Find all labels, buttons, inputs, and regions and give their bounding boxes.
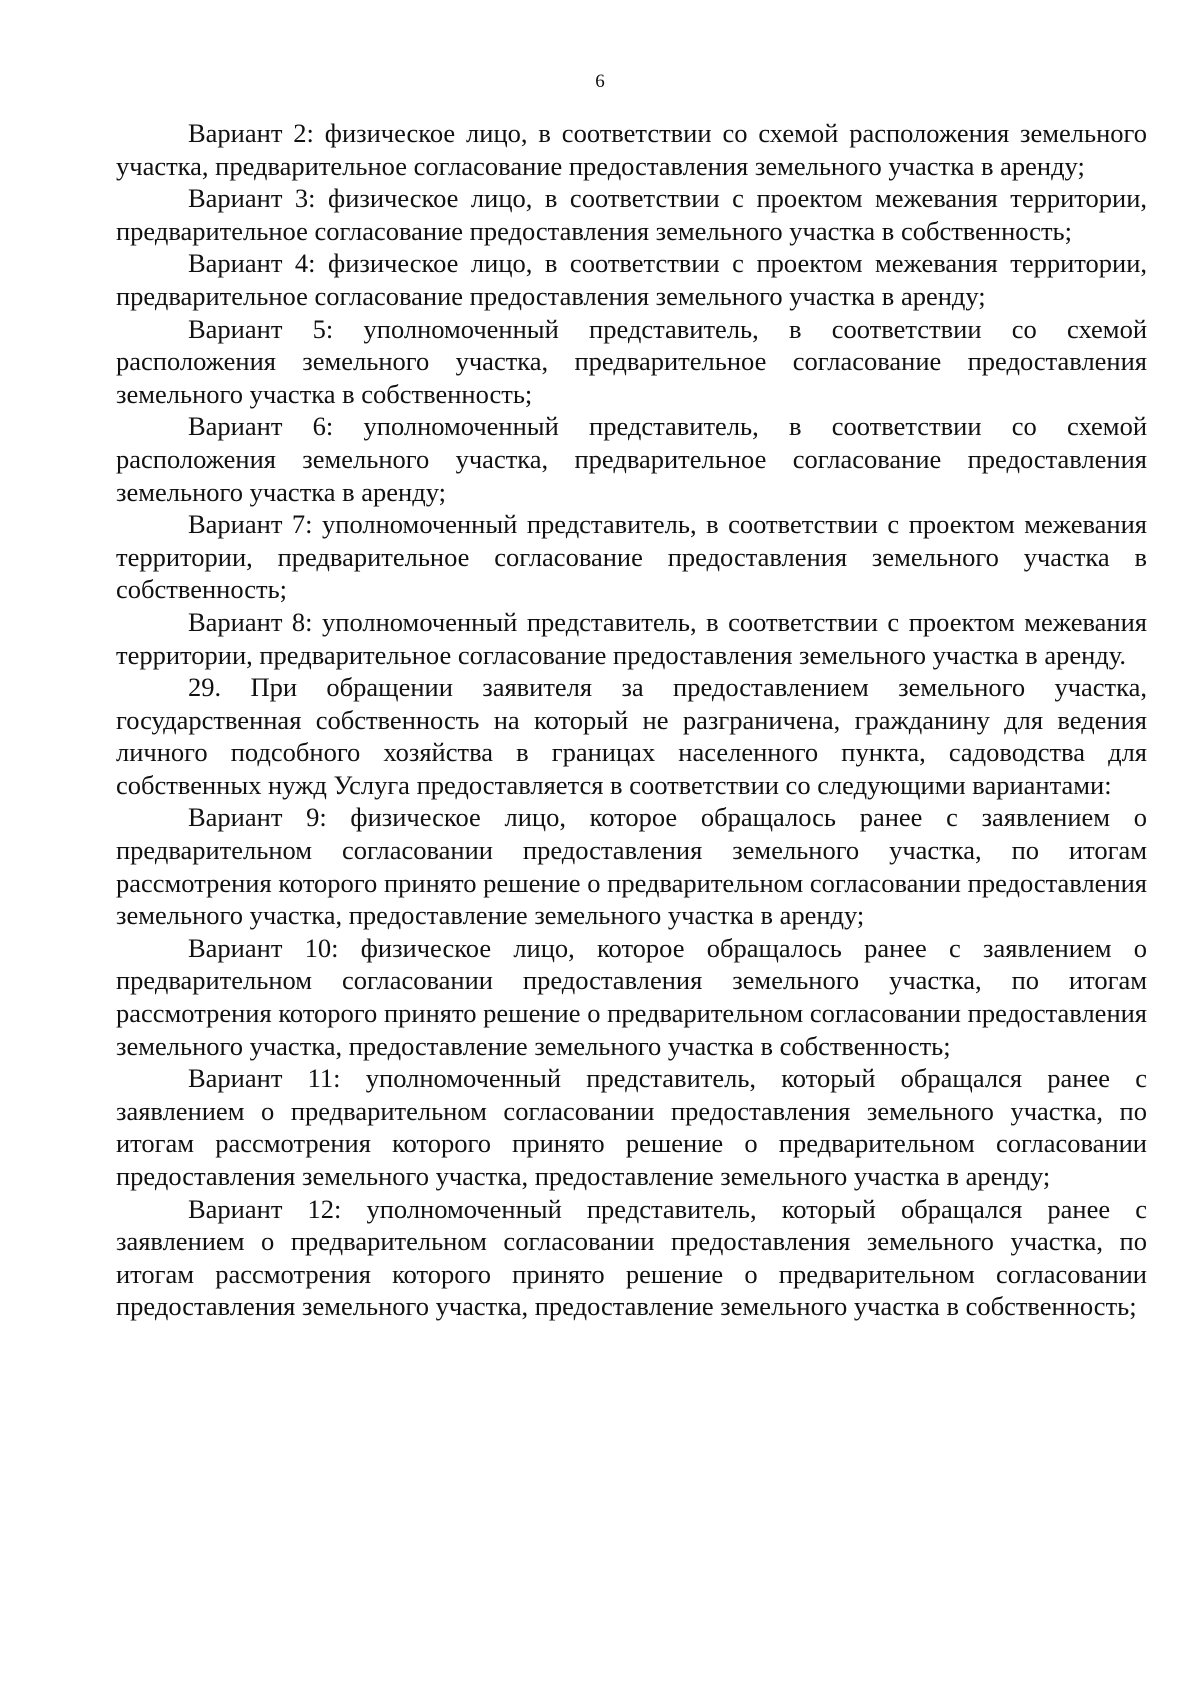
paragraph-variant-10: Вариант 10: физическое лицо, которое обращалось ранее с заявлением о предварительном согласовании предоставления земельного участка, по итогам рассмотрения которого принято решение о предварительном согласовании предоставления земельного участка, предоставление земельного участка в собственность;	[116, 932, 1147, 1061]
paragraph-variant-12: Вариант 12: уполномоченный представитель, который обращался ранее с заявлением о предварительном согласовании предоставления земельного участка, по итогам рассмотрения которого принято решение о предварительном согласовании предоставления земельного участка, предоставление земельного участка в собственность;	[116, 1193, 1147, 1322]
paragraph-variant-11: Вариант 11: уполномоченный представитель, который обращался ранее с заявлением о предварительном согласовании предоставления земельного участка, по итогам рассмотрения которого принято решение о предварительном согласовании предоставления земельного участка, предоставление земельного участка в аренду;	[116, 1063, 1147, 1191]
paragraph-variant-6: Вариант 6: уполномоченный представитель, в соответствии со схемой расположения земельного участка, предварительное согласование предоставления земельного участка в аренду;	[116, 411, 1147, 507]
paragraph-variant-2: Вариант 2: физическое лицо, в соответствии со схемой расположения земельного участка, предварительное согласование предоставления земельного участка в аренду;	[116, 118, 1147, 181]
paragraph-variant-5: Вариант 5: уполномоченный представитель, в соответствии со схемой расположения земельного участка, предварительное согласование предоставления земельного участка в собственность;	[116, 313, 1147, 409]
document-body	[116, 117, 1147, 1323]
paragraph-variant-9: Вариант 9: физическое лицо, которое обращалось ранее с заявлением о предварительном согласовании предоставления земельного участка, по итогам рассмотрения которого принято решение о предварительном согласовании предоставления земельного участка, предоставление земельного участка в аренду;	[116, 802, 1147, 931]
paragraph-variant-3: Вариант 3: физическое лицо, в соответствии с проектом межевания территории, предварительное согласование предоставления земельного участка в собственность;	[116, 183, 1147, 246]
paragraph-variant-4: Вариант 4: физическое лицо, в соответствии с проектом межевания территории, предварительное согласование предоставления земельного участка в аренду;	[116, 248, 1147, 311]
paragraph-variant-8: Вариант 8: уполномоченный представитель, в соответствии с проектом межевания территории, предварительное согласование предоставления земельного участка в аренду.	[116, 606, 1147, 670]
paragraph-variant-7: Вариант 7: уполномоченный представитель, в соответствии с проектом межевания территории, предварительное согласование предоставления земельного участка в собственность;	[116, 509, 1147, 605]
paragraph-clause-29: 29. При обращении заявителя за предоставлением земельного участка, государственная собственность на который не разграничена, гражданину для ведения личного подсобного хозяйства в границах населенного пункта, садоводства для собственных нужд Услуга предоставляется в соответствии со следующими вариантами:	[116, 672, 1147, 800]
page-number: 6	[595, 71, 605, 92]
